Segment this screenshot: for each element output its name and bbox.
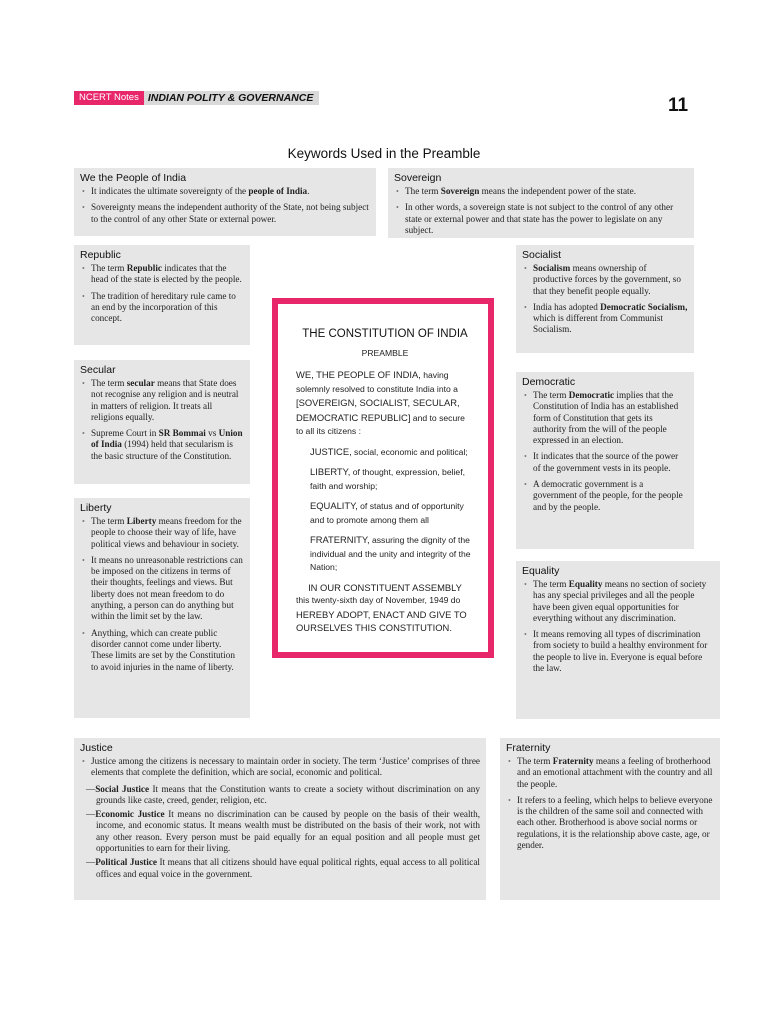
list-item: • In other words, a sovereign state is not subject to the control of any other state or external power and that state has the power to legislate on any subject. [394, 202, 688, 236]
box-heading: Equality [522, 565, 560, 577]
preamble-intro: WE, THE PEOPLE OF INDIA, having solemnly resolved to constitute India into a [296, 369, 458, 394]
list-item: • The term Equality means no section of society has any special privileges and all the people have been given equal opportunities for everything without any discrimination. [522, 579, 714, 624]
list-item: • The term secular means that State does not recognise any religion and is neutral in matters of religion. It treats all religions equally. [80, 378, 244, 423]
box-sovereign [388, 168, 694, 238]
preamble-liberty: LIBERTY, of thought, expression, belief, faith and worship; [310, 466, 465, 491]
box-fraternity [500, 738, 720, 900]
box-heading: Fraternity [506, 742, 551, 754]
box-liberty [74, 498, 250, 718]
preamble-fraternity: FRATERNITY, assuring the dignity of the individual and the unity and integrity of the Nation; [310, 534, 471, 572]
header-tag [74, 91, 319, 105]
list-item: • It means no unreasonable restrictions can be imposed on the citizens in terms of their thoughts, feelings and views. But liberty does not mean freedom to do anything, a person can do anything but within the limit set by the law. [80, 555, 244, 623]
list-item: • Sovereignty means the independent authority of the State, not being subject to the control of any other State or external power. [80, 202, 370, 225]
box-heading: Justice [80, 742, 113, 754]
box-equality [516, 561, 720, 719]
box-heading: Liberty [80, 502, 112, 514]
list-item: • The term Republic indicates that the head of the state is elected by the people. [80, 263, 244, 286]
ncert-notes-badge: NCERT Notes [74, 91, 144, 105]
list-item: • Socialism means ownership of productive forces by the government, so that they benefit people equally. [522, 263, 688, 297]
list-item: • The tradition of hereditary rule came to an end by the incorporation of this concept. [80, 291, 244, 325]
box-democratic [516, 372, 694, 549]
preamble-assembly: IN OUR CONSTITUENT ASSEMBLY [308, 581, 462, 593]
box-socialist [516, 245, 694, 353]
list-item: • It means removing all types of discrimination from society to build a healthy environment for the people to live in. Everyone is equal before the law. [522, 629, 714, 674]
preamble-equality: EQUALITY, of status and of opportunity and to promote among them all [310, 500, 464, 525]
justice-social: —Social Justice It means that the Constitution wants to create a society without discrimination on any grounds like caste, creed, gender, religion, etc. [86, 783, 480, 805]
preamble-types: [SOVEREIGN, SOCIALIST, SECULAR, DEMOCRATIC REPUBLIC] and to secure to all its citizens : [296, 397, 465, 436]
book-title: INDIAN POLITY & GOVERNANCE [144, 91, 320, 105]
list-item: • The term Liberty means freedom for the people to choose their way of life, have political views and behaviour in society. [80, 516, 244, 550]
box-heading: We the People of India [80, 172, 187, 184]
box-heading: Republic [80, 249, 121, 261]
box-heading: Sovereign [394, 172, 442, 184]
list-item: • It indicates that the source of the power of the government vests in its people. [522, 451, 688, 474]
preamble-adopt: HEREBY ADOPT, ENACT AND GIVE TO OURSELVES THIS CONSTITUTION. [296, 608, 467, 633]
box-secular [74, 360, 250, 484]
preamble-box [272, 298, 494, 658]
list-item: • A democratic government is a government of the people, for the people and by the people. [522, 479, 688, 513]
list-item: • Justice among the citizens is necessary to maintain order in society. The term ‘Justice’ comprises of three elements that complete the definition, which are social, economic and political. [80, 756, 480, 779]
box-republic [74, 245, 250, 345]
page-title: Keywords Used in the Preamble [287, 146, 481, 161]
list-item: • It indicates the ultimate sovereignty of the people of India. [80, 186, 370, 197]
box-people-of-india [74, 168, 376, 236]
list-item: • The term Democratic implies that the Constitution of India has an established form of Constitution that gets its authority from the will of the people expressed in an election. [522, 390, 688, 446]
list-item: • The term Fraternity means a feeling of brotherhood and an emotional attachment with the country and all the people. [506, 756, 714, 790]
list-item: • Supreme Court in SR Bommai vs Union of India (1994) held that secularism is the basic structure of the Constitution. [80, 428, 244, 462]
box-heading: Socialist [522, 249, 562, 261]
list-item: • It refers to a feeling, which helps to believe everyone is the children of the same soil and connected with each other. Brotherhood is above social norms or regulations, it is the relationship above caste, age, or gender. [506, 795, 714, 851]
list-item: • The term Sovereign means the independent power of the state. [394, 186, 688, 197]
list-item: • India has adopted Democratic Socialism, which is different from Communist Socialism. [522, 302, 688, 336]
preamble-date: this twenty-sixth day of November, 1949 do [296, 595, 461, 605]
page-number: 11 [668, 95, 689, 116]
preamble-title: THE CONSTITUTION OF INDIA [302, 328, 468, 340]
box-heading: Secular [80, 364, 116, 376]
justice-economic: —Economic Justice It means no discrimination can be caused by people on the basis of their wealth, income, and economic status. It means wealth must be distributed on the basis of their work, not with any other reason. Every person must be paid equally for an equal position and all people must get opportunities to earn for their living. [86, 809, 480, 854]
box-justice [74, 738, 486, 900]
justice-political: —Political Justice It means that all citizens should have equal political rights, equal access to all political offices and equal voice in the government. [86, 857, 480, 879]
list-item: • Anything, which can create public disorder cannot come under liberty. These limits are set by the Constitution to avoid injuries in the name of liberty. [80, 628, 244, 673]
preamble-justice: JUSTICE, social, economic and political; [310, 445, 468, 457]
box-heading: Democratic [522, 376, 576, 388]
preamble-subtitle: PREAMBLE [361, 347, 409, 358]
